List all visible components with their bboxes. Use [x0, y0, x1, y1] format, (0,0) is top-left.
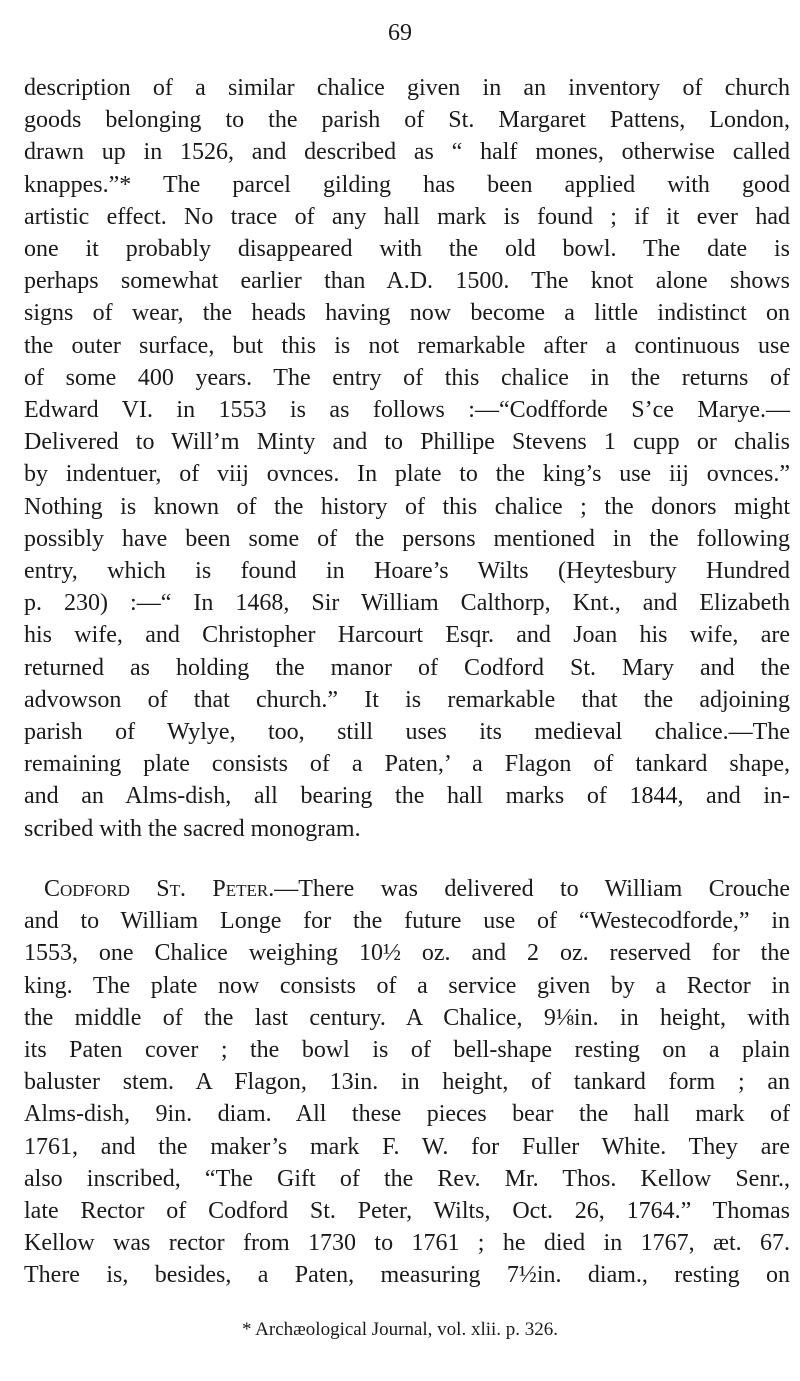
- text-line: his wife, and Christopher Harcourt Esqr. and Joan his wife, are: [24, 622, 790, 649]
- text-line: Nothing is known of the history of this chalice ; the donors might: [24, 493, 790, 520]
- text-line: its Paten cover ; the bowl is of bell-shape resting on a plain: [24, 1037, 790, 1064]
- text-line: also inscribed, “The Gift of the Rev. Mr. Thos. Kellow Senr.,: [24, 1165, 790, 1192]
- text-line: parish of Wylye, too, still uses its medieval chalice.—The: [24, 719, 790, 746]
- text-line: king. The plate now consists of a service given by a Rector in: [24, 972, 790, 999]
- text-line: remaining plate consists of a Paten,’ a Flagon of tankard shape,: [24, 751, 790, 778]
- text-line: perhaps somewhat earlier than A.D. 1500. The knot alone shows: [24, 268, 790, 295]
- text-line: the middle of the last century. A Chalice, 9⅛in. in height, with: [24, 1004, 790, 1031]
- footnote: * Archæological Journal, vol. xlii. p. 326.: [241, 1319, 559, 1340]
- text-line: advowson of that church.” It is remarkable that the adjoining: [24, 686, 790, 713]
- text-line: drawn up in 1526, and described as “ half mones, otherwise called: [24, 139, 790, 166]
- text-line: [24, 873, 790, 905]
- text-line: and to William Longe for the future use of “Westecodforde,” in: [24, 908, 790, 935]
- text-line: description of a similar chalice given in an inventory of church: [24, 75, 790, 101]
- text-line: p. 230) :—“ In 1468, Sir William Calthorp, Knt., and Elizabeth: [24, 590, 790, 617]
- text-line: baluster stem. A Flagon, 13in. in height, of tankard form ; an: [24, 1069, 790, 1096]
- text-line: possibly have been some of the persons mentioned in the following: [24, 525, 790, 552]
- text-line: artistic effect. No trace of any hall mark is found ; if it ever had: [24, 203, 790, 230]
- page-number: 69: [388, 20, 412, 46]
- text-line: one it probably disappeared with the old bowl. The date is: [24, 236, 790, 263]
- text-line: Kellow was rector from 1730 to 1761 ; he died in 1767, æt. 67.: [24, 1230, 790, 1257]
- paragraph-codford-st-mary: [24, 72, 790, 845]
- text-line: returned as holding the manor of Codford St. Mary and the: [24, 654, 790, 681]
- text-line: 1553, one Chalice weighing 10½ oz. and 2 oz. reserved for the: [24, 940, 790, 967]
- text-line: signs of wear, the heads having now become a little indistinct on: [24, 300, 790, 327]
- text-line-run: —There was delivered to William Crouche: [274, 876, 790, 902]
- paragraph-codford-st-peter: [24, 873, 790, 1292]
- section-heading: Codford St. Peter.: [44, 876, 275, 902]
- text-line: late Rector of Codford St. Peter, Wilts, Oct. 26, 1764.” Thomas: [24, 1198, 790, 1225]
- text-line: scribed with the sacred monogram.: [24, 815, 361, 842]
- text-line: 1761, and the maker’s mark F. W. for Fuller White. They are: [24, 1133, 790, 1160]
- text-line: by indentuer, of viij ovnces. In plate to the king’s use iij ovnces.”: [24, 461, 790, 488]
- text-line: goods belonging to the parish of St. Margaret Pattens, London,: [24, 107, 790, 134]
- text-line: the outer surface, but this is not remarkable after a continuous use: [24, 332, 790, 359]
- text-line: Alms-dish, 9in. diam. All these pieces bear the hall mark of: [24, 1101, 790, 1128]
- text-line: entry, which is found in Hoare’s Wilts (Heytesbury Hundred: [24, 558, 790, 585]
- text-line: Delivered to Will’m Minty and to Phillipe Stevens 1 cupp or chalis: [24, 429, 790, 456]
- text-line: and an Alms-dish, all bearing the hall marks of 1844, and in-: [24, 783, 790, 810]
- text-line: knappes.”* The parcel gilding has been applied with good: [24, 171, 790, 198]
- text-line: Edward VI. in 1553 is as follows :—“Codfforde S’ce Marye.—: [24, 397, 790, 424]
- text-line: of some 400 years. The entry of this chalice in the returns of: [24, 364, 790, 391]
- text-line: There is, besides, a Paten, measuring 7½in. diam., resting on: [24, 1262, 790, 1289]
